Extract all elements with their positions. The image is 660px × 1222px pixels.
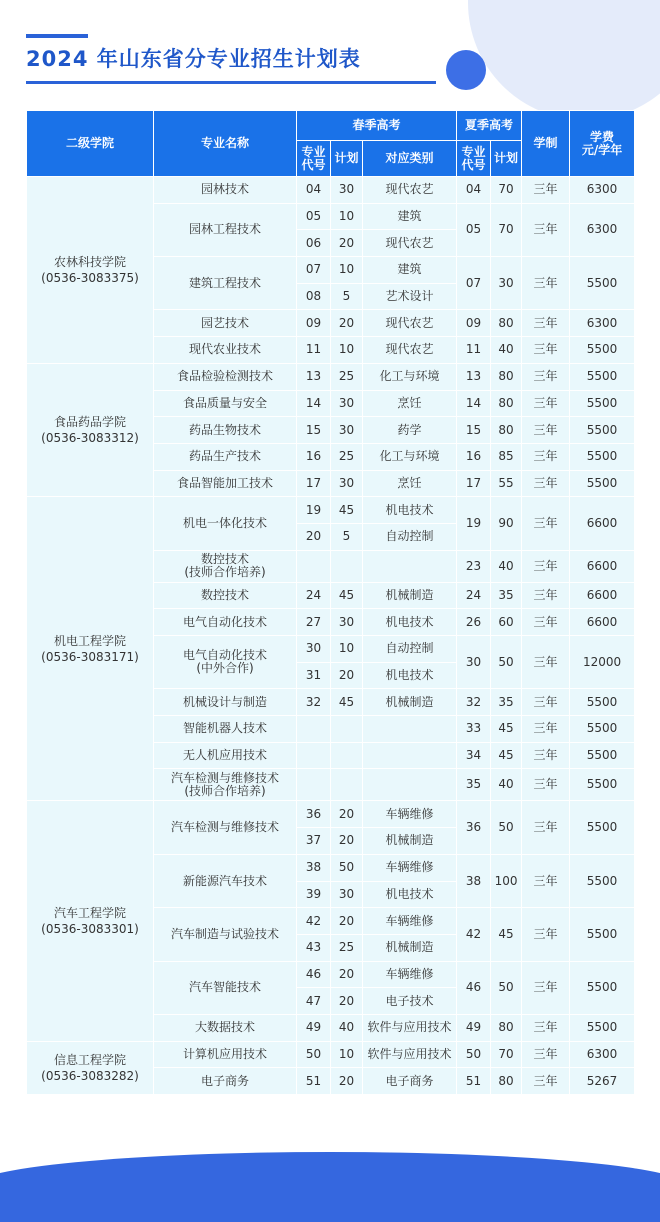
summer-code-cell: 24 xyxy=(457,582,491,609)
header-summer-code: 专业 代号 xyxy=(457,141,491,177)
tuition-cell: 5500 xyxy=(570,716,635,743)
spring-category-cell: 电子商务 xyxy=(363,1068,457,1095)
spring-category-cell: 电子技术 xyxy=(363,988,457,1015)
tuition-cell: 5500 xyxy=(570,742,635,769)
spring-code-cell: 30 xyxy=(297,636,331,663)
summer-plan-cell: 50 xyxy=(491,801,522,854)
spring-category-cell: 机电技术 xyxy=(363,497,457,524)
major-name-cell: 食品智能加工技术 xyxy=(154,470,297,497)
spring-category-cell: 自动控制 xyxy=(363,636,457,663)
duration-cell: 三年 xyxy=(522,443,570,470)
spring-plan-cell: 30 xyxy=(331,609,363,636)
tuition-cell: 5500 xyxy=(570,769,635,801)
tuition-cell: 6300 xyxy=(570,203,635,256)
duration-cell: 三年 xyxy=(522,742,570,769)
tuition-cell: 5500 xyxy=(570,257,635,310)
summer-plan-cell: 45 xyxy=(491,908,522,961)
spring-category-cell xyxy=(363,742,457,769)
spring-code-cell: 27 xyxy=(297,609,331,636)
duration-cell: 三年 xyxy=(522,908,570,961)
spring-code-cell: 14 xyxy=(297,390,331,417)
summer-plan-cell: 40 xyxy=(491,337,522,364)
spring-plan-cell: 20 xyxy=(331,988,363,1015)
summer-code-cell: 19 xyxy=(457,497,491,550)
summer-code-cell: 46 xyxy=(457,961,491,1014)
tuition-cell: 5500 xyxy=(570,801,635,854)
summer-plan-cell: 70 xyxy=(491,203,522,256)
spring-category-cell: 机械制造 xyxy=(363,689,457,716)
major-name-cell: 新能源汽车技术 xyxy=(154,854,297,907)
major-name-cell: 建筑工程技术 xyxy=(154,257,297,310)
summer-code-cell: 05 xyxy=(457,203,491,256)
summer-plan-cell: 45 xyxy=(491,716,522,743)
spring-plan-cell: 30 xyxy=(331,470,363,497)
header-spring-exam: 春季高考 xyxy=(297,111,457,141)
tuition-cell: 5500 xyxy=(570,961,635,1014)
spring-plan-cell: 20 xyxy=(331,801,363,828)
spring-plan-cell: 20 xyxy=(331,310,363,337)
duration-cell: 三年 xyxy=(522,961,570,1014)
spring-plan-cell: 5 xyxy=(331,283,363,310)
duration-cell: 三年 xyxy=(522,177,570,204)
tuition-cell: 6300 xyxy=(570,310,635,337)
duration-cell: 三年 xyxy=(522,417,570,444)
summer-code-cell: 30 xyxy=(457,636,491,689)
spring-plan-cell: 10 xyxy=(331,337,363,364)
spring-code-cell: 20 xyxy=(297,523,331,550)
major-name-cell: 园林工程技术 xyxy=(154,203,297,256)
summer-code-cell: 23 xyxy=(457,550,491,582)
summer-code-cell: 16 xyxy=(457,443,491,470)
spring-plan-cell: 25 xyxy=(331,443,363,470)
header-college: 二级学院 xyxy=(27,111,154,177)
spring-category-cell: 机电技术 xyxy=(363,662,457,689)
major-name-cell: 园林技术 xyxy=(154,177,297,204)
spring-category-cell: 现代农艺 xyxy=(363,310,457,337)
summer-code-cell: 26 xyxy=(457,609,491,636)
spring-plan-cell: 30 xyxy=(331,417,363,444)
tuition-cell: 6300 xyxy=(570,1041,635,1068)
spring-plan-cell: 20 xyxy=(331,961,363,988)
duration-cell: 三年 xyxy=(522,1014,570,1041)
tuition-cell: 5500 xyxy=(570,908,635,961)
spring-plan-cell: 5 xyxy=(331,523,363,550)
tuition-cell: 5500 xyxy=(570,470,635,497)
spring-category-cell: 化工与环境 xyxy=(363,363,457,390)
summer-code-cell: 17 xyxy=(457,470,491,497)
major-name-cell: 食品质量与安全 xyxy=(154,390,297,417)
spring-category-cell: 烹饪 xyxy=(363,470,457,497)
spring-category-cell: 车辆维修 xyxy=(363,961,457,988)
summer-plan-cell: 80 xyxy=(491,390,522,417)
enrollment-plan-table xyxy=(26,110,635,1095)
summer-plan-cell: 80 xyxy=(491,417,522,444)
spring-code-cell: 19 xyxy=(297,497,331,524)
spring-category-cell: 艺术设计 xyxy=(363,283,457,310)
spring-code-cell: 36 xyxy=(297,801,331,828)
tuition-cell: 5500 xyxy=(570,337,635,364)
spring-plan-cell: 10 xyxy=(331,203,363,230)
spring-plan-cell: 10 xyxy=(331,257,363,284)
summer-code-cell: 36 xyxy=(457,801,491,854)
summer-plan-cell: 55 xyxy=(491,470,522,497)
major-name-cell: 现代农业技术 xyxy=(154,337,297,364)
duration-cell: 三年 xyxy=(522,310,570,337)
major-name-cell: 药品生物技术 xyxy=(154,417,297,444)
spring-category-cell: 机电技术 xyxy=(363,881,457,908)
header-spring-category: 对应类别 xyxy=(363,141,457,177)
spring-plan-cell: 30 xyxy=(331,390,363,417)
duration-cell: 三年 xyxy=(522,550,570,582)
spring-code-cell: 47 xyxy=(297,988,331,1015)
duration-cell: 三年 xyxy=(522,636,570,689)
spring-code-cell: 24 xyxy=(297,582,331,609)
decorative-footer-wave xyxy=(0,1152,660,1222)
summer-plan-cell: 50 xyxy=(491,961,522,1014)
tuition-cell: 12000 xyxy=(570,636,635,689)
spring-plan-cell: 45 xyxy=(331,582,363,609)
summer-code-cell: 13 xyxy=(457,363,491,390)
spring-category-cell: 车辆维修 xyxy=(363,854,457,881)
major-name-cell: 汽车智能技术 xyxy=(154,961,297,1014)
summer-code-cell: 09 xyxy=(457,310,491,337)
spring-code-cell: 51 xyxy=(297,1068,331,1095)
summer-plan-cell: 90 xyxy=(491,497,522,550)
tuition-cell: 5500 xyxy=(570,390,635,417)
major-name-cell: 电子商务 xyxy=(154,1068,297,1095)
spring-code-cell: 16 xyxy=(297,443,331,470)
spring-code-cell: 42 xyxy=(297,908,331,935)
spring-plan-cell: 20 xyxy=(331,1068,363,1095)
summer-code-cell: 51 xyxy=(457,1068,491,1095)
major-name-cell: 电气自动化技术 (中外合作) xyxy=(154,636,297,689)
summer-code-cell: 34 xyxy=(457,742,491,769)
duration-cell: 三年 xyxy=(522,1041,570,1068)
major-name-cell: 园艺技术 xyxy=(154,310,297,337)
spring-category-cell xyxy=(363,769,457,801)
duration-cell: 三年 xyxy=(522,801,570,854)
spring-plan-cell xyxy=(331,550,363,582)
spring-code-cell: 04 xyxy=(297,177,331,204)
spring-plan-cell: 45 xyxy=(331,689,363,716)
duration-cell: 三年 xyxy=(522,497,570,550)
major-name-cell: 机械设计与制造 xyxy=(154,689,297,716)
tuition-cell: 5500 xyxy=(570,854,635,907)
summer-plan-cell: 70 xyxy=(491,177,522,204)
spring-plan-cell: 10 xyxy=(331,636,363,663)
summer-plan-cell: 100 xyxy=(491,854,522,907)
spring-plan-cell: 20 xyxy=(331,828,363,855)
header-summer-exam: 夏季高考 xyxy=(457,111,522,141)
spring-category-cell: 机电技术 xyxy=(363,609,457,636)
summer-code-cell: 42 xyxy=(457,908,491,961)
college-cell: 食品药品学院 (0536-3083312) xyxy=(27,363,154,496)
header-tuition: 学费 元/学年 xyxy=(570,111,635,177)
table-row xyxy=(27,1041,635,1068)
summer-plan-cell: 40 xyxy=(491,769,522,801)
summer-plan-cell: 80 xyxy=(491,1014,522,1041)
spring-plan-cell: 10 xyxy=(331,1041,363,1068)
duration-cell: 三年 xyxy=(522,390,570,417)
table-row xyxy=(27,497,635,524)
major-name-cell: 机电一体化技术 xyxy=(154,497,297,550)
summer-plan-cell: 30 xyxy=(491,257,522,310)
spring-code-cell: 09 xyxy=(297,310,331,337)
summer-code-cell: 04 xyxy=(457,177,491,204)
spring-code-cell: 15 xyxy=(297,417,331,444)
spring-category-cell: 软件与应用技术 xyxy=(363,1014,457,1041)
duration-cell: 三年 xyxy=(522,203,570,256)
table-row xyxy=(27,363,635,390)
major-name-cell: 无人机应用技术 xyxy=(154,742,297,769)
title-underline xyxy=(26,81,436,84)
spring-category-cell: 软件与应用技术 xyxy=(363,1041,457,1068)
spring-code-cell: 49 xyxy=(297,1014,331,1041)
major-name-cell: 电气自动化技术 xyxy=(154,609,297,636)
spring-category-cell: 自动控制 xyxy=(363,523,457,550)
spring-plan-cell: 20 xyxy=(331,230,363,257)
tuition-cell: 6600 xyxy=(570,497,635,550)
tuition-cell: 5500 xyxy=(570,1014,635,1041)
summer-plan-cell: 80 xyxy=(491,310,522,337)
spring-code-cell xyxy=(297,769,331,801)
major-name-cell: 数控技术 (技师合作培养) xyxy=(154,550,297,582)
tuition-cell: 5267 xyxy=(570,1068,635,1095)
major-name-cell: 汽车检测与维修技术 xyxy=(154,801,297,854)
spring-code-cell: 39 xyxy=(297,881,331,908)
summer-code-cell: 11 xyxy=(457,337,491,364)
spring-plan-cell: 30 xyxy=(331,881,363,908)
spring-code-cell: 37 xyxy=(297,828,331,855)
major-name-cell: 汽车检测与维修技术 (技师合作培养) xyxy=(154,769,297,801)
spring-plan-cell xyxy=(331,716,363,743)
spring-plan-cell: 50 xyxy=(331,854,363,881)
spring-code-cell: 08 xyxy=(297,283,331,310)
tuition-cell: 5500 xyxy=(570,443,635,470)
spring-plan-cell: 25 xyxy=(331,363,363,390)
summer-plan-cell: 60 xyxy=(491,609,522,636)
summer-plan-cell: 80 xyxy=(491,363,522,390)
duration-cell: 三年 xyxy=(522,854,570,907)
duration-cell: 三年 xyxy=(522,716,570,743)
spring-code-cell: 06 xyxy=(297,230,331,257)
spring-code-cell: 31 xyxy=(297,662,331,689)
duration-cell: 三年 xyxy=(522,769,570,801)
summer-plan-cell: 80 xyxy=(491,1068,522,1095)
tuition-cell: 6600 xyxy=(570,550,635,582)
header-spring-plan: 计划 xyxy=(331,141,363,177)
major-name-cell: 智能机器人技术 xyxy=(154,716,297,743)
tuition-cell: 5500 xyxy=(570,363,635,390)
table-row xyxy=(27,801,635,828)
summer-plan-cell: 35 xyxy=(491,689,522,716)
spring-category-cell: 机械制造 xyxy=(363,582,457,609)
spring-plan-cell: 45 xyxy=(331,497,363,524)
spring-category-cell: 车辆维修 xyxy=(363,801,457,828)
duration-cell: 三年 xyxy=(522,257,570,310)
tuition-cell: 6600 xyxy=(570,582,635,609)
duration-cell: 三年 xyxy=(522,470,570,497)
spring-category-cell: 现代农艺 xyxy=(363,177,457,204)
tuition-cell: 6600 xyxy=(570,609,635,636)
major-name-cell: 计算机应用技术 xyxy=(154,1041,297,1068)
major-name-cell: 汽车制造与试验技术 xyxy=(154,908,297,961)
college-cell: 农林科技学院 (0536-3083375) xyxy=(27,177,154,364)
spring-code-cell: 13 xyxy=(297,363,331,390)
spring-category-cell: 车辆维修 xyxy=(363,908,457,935)
major-name-cell: 药品生产技术 xyxy=(154,443,297,470)
spring-category-cell: 建筑 xyxy=(363,203,457,230)
spring-category-cell: 化工与环境 xyxy=(363,443,457,470)
summer-plan-cell: 50 xyxy=(491,636,522,689)
summer-plan-cell: 45 xyxy=(491,742,522,769)
summer-code-cell: 32 xyxy=(457,689,491,716)
spring-plan-cell xyxy=(331,742,363,769)
spring-category-cell: 机械制造 xyxy=(363,828,457,855)
header-major: 专业名称 xyxy=(154,111,297,177)
spring-category-cell: 现代农艺 xyxy=(363,337,457,364)
decorative-circle-small xyxy=(446,50,486,90)
decorative-circle-large xyxy=(468,0,660,120)
spring-code-cell: 05 xyxy=(297,203,331,230)
major-name-cell: 数控技术 xyxy=(154,582,297,609)
summer-code-cell: 07 xyxy=(457,257,491,310)
spring-code-cell xyxy=(297,716,331,743)
spring-category-cell: 现代农艺 xyxy=(363,230,457,257)
major-name-cell: 大数据技术 xyxy=(154,1014,297,1041)
header-duration: 学制 xyxy=(522,111,570,177)
duration-cell: 三年 xyxy=(522,1068,570,1095)
summer-code-cell: 50 xyxy=(457,1041,491,1068)
summer-code-cell: 14 xyxy=(457,390,491,417)
spring-category-cell xyxy=(363,716,457,743)
spring-category-cell: 建筑 xyxy=(363,257,457,284)
duration-cell: 三年 xyxy=(522,689,570,716)
spring-code-cell: 43 xyxy=(297,934,331,961)
spring-plan-cell xyxy=(331,769,363,801)
spring-category-cell: 烹饪 xyxy=(363,390,457,417)
spring-plan-cell: 20 xyxy=(331,662,363,689)
summer-plan-cell: 40 xyxy=(491,550,522,582)
spring-code-cell xyxy=(297,550,331,582)
tuition-cell: 5500 xyxy=(570,689,635,716)
spring-code-cell: 46 xyxy=(297,961,331,988)
major-name-cell: 食品检验检测技术 xyxy=(154,363,297,390)
page-title: 2024 年山东省分专业招生计划表 xyxy=(26,47,361,71)
spring-category-cell: 药学 xyxy=(363,417,457,444)
summer-plan-cell: 35 xyxy=(491,582,522,609)
spring-code-cell: 32 xyxy=(297,689,331,716)
summer-code-cell: 35 xyxy=(457,769,491,801)
summer-code-cell: 38 xyxy=(457,854,491,907)
summer-code-cell: 33 xyxy=(457,716,491,743)
spring-code-cell: 38 xyxy=(297,854,331,881)
college-cell: 信息工程学院 (0536-3083282) xyxy=(27,1041,154,1094)
summer-plan-cell: 70 xyxy=(491,1041,522,1068)
duration-cell: 三年 xyxy=(522,582,570,609)
summer-code-cell: 49 xyxy=(457,1014,491,1041)
college-cell: 汽车工程学院 (0536-3083301) xyxy=(27,801,154,1041)
spring-category-cell xyxy=(363,550,457,582)
summer-plan-cell: 85 xyxy=(491,443,522,470)
spring-code-cell xyxy=(297,742,331,769)
spring-code-cell: 50 xyxy=(297,1041,331,1068)
college-cell: 机电工程学院 (0536-3083171) xyxy=(27,497,154,801)
table-row xyxy=(27,177,635,204)
header-summer-plan: 计划 xyxy=(491,141,522,177)
title-accent-bar xyxy=(26,34,88,38)
tuition-cell: 5500 xyxy=(570,417,635,444)
header-spring-code: 专业 代号 xyxy=(297,141,331,177)
tuition-cell: 6300 xyxy=(570,177,635,204)
spring-code-cell: 07 xyxy=(297,257,331,284)
duration-cell: 三年 xyxy=(522,337,570,364)
spring-plan-cell: 25 xyxy=(331,934,363,961)
spring-code-cell: 11 xyxy=(297,337,331,364)
duration-cell: 三年 xyxy=(522,363,570,390)
spring-plan-cell: 20 xyxy=(331,908,363,935)
spring-category-cell: 机械制造 xyxy=(363,934,457,961)
spring-plan-cell: 40 xyxy=(331,1014,363,1041)
duration-cell: 三年 xyxy=(522,609,570,636)
summer-code-cell: 15 xyxy=(457,417,491,444)
spring-plan-cell: 30 xyxy=(331,177,363,204)
spring-code-cell: 17 xyxy=(297,470,331,497)
